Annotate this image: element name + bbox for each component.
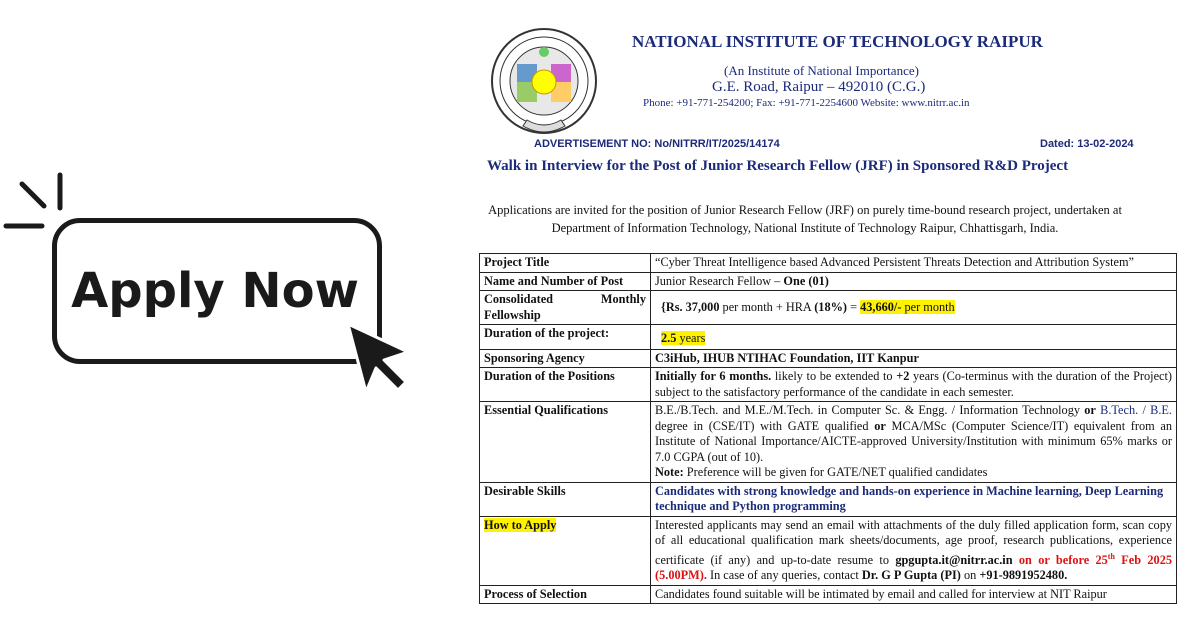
qual-btech: B.Tech. / B.E.	[1095, 403, 1172, 417]
row-key: Sponsoring Agency	[480, 349, 651, 368]
institute-name: NATIONAL INSTITUTE OF TECHNOLOGY RAIPUR	[632, 32, 1043, 51]
row-key: Consolidated Monthly Fellowship	[480, 291, 651, 325]
details-table	[479, 253, 1177, 604]
qual-note: Preference will be given for GATE/NET qualified candidates	[683, 465, 988, 479]
row-key: Essential Qualifications	[480, 402, 651, 483]
nit-raipur-logo-icon	[485, 26, 603, 144]
apply-now-label: Apply Now	[71, 263, 359, 319]
row-value: Candidates found suitable will be intimated by email and called for interview at NIT Raipur	[651, 585, 1177, 604]
row-key: Name and Number of Post	[480, 272, 651, 291]
qual-text-3: MCA/MSc (Computer Science/IT) equivalent from an Institute of National Importance/AICTE-approved University/Institution with minimum 65% marks or 7.0 CGPA (out of 10).	[655, 418, 1173, 464]
row-value	[651, 291, 1177, 325]
row-value	[651, 402, 1177, 483]
row-value	[651, 325, 1177, 350]
row-key	[480, 516, 651, 585]
fellowship-eq: =	[847, 299, 861, 314]
positions-initial: Initially for 6 months.	[655, 369, 772, 383]
positions-text-2: years (Co-terminus with the duration of the Project) subject to the satisfactory performance of the candidate in each semester.	[655, 369, 1172, 399]
institute-address: G.E. Road, Raipur – 492010 (C.G.)	[712, 79, 926, 95]
row-key: Project Title	[480, 254, 651, 273]
apply-contact: Dr. G P Gupta (PI)	[861, 568, 961, 583]
apply-text-2: In case of any queries, contact	[706, 568, 862, 583]
table-row	[480, 368, 1177, 402]
table-row	[480, 325, 1177, 350]
qual-text-1: B.E./B.Tech. and M.E./M.Tech. in Computer Sc. & Engg. / Information Technology	[655, 403, 1085, 417]
institute-contact: Phone: +91-771-254200; Fax: +91-771-2254600 Website: www.nitrr.ac.in	[643, 97, 970, 109]
fellowship-hra: (18%)	[814, 299, 847, 314]
deadline-text-2: Feb 2025 (5.00PM).	[655, 552, 1172, 583]
qual-or-1: or	[1084, 403, 1096, 417]
row-key: Duration of the project:	[480, 325, 651, 350]
apply-phone: +91-9891952480.	[979, 568, 1068, 583]
qual-text-2: degree in (CSE/IT) with GATE qualified	[655, 418, 875, 433]
apply-text-3: on	[960, 568, 980, 583]
institute-subtitle: (An Institute of National Importance)	[724, 63, 919, 78]
row-value	[651, 516, 1177, 585]
duration-unit: years	[676, 331, 706, 345]
table-row	[480, 254, 1177, 273]
deadline-sup: th	[1107, 551, 1115, 561]
document-title: Walk in Interview for the Post of Junior Research Fellow (JRF) in Sponsored R&D Project	[487, 158, 1069, 174]
duration-value: 2.5	[661, 331, 677, 345]
qual-note-label: Note:	[655, 465, 684, 479]
row-value	[651, 272, 1177, 291]
intro-paragraph: Applications are invited for the position of Junior Research Fellow (JRF) on purely time-bound research project, undertaken at Department of Information Technology, National Institute of Technology Raipur, Chhattisgarh, India.	[488, 203, 1122, 235]
table-row	[480, 402, 1177, 483]
qual-or-2: or	[874, 418, 886, 433]
mouse-pointer-icon	[342, 318, 422, 398]
post-text: Junior Research Fellow –	[655, 273, 784, 288]
table-row	[480, 516, 1177, 585]
row-value: Candidates with strong knowledge and hands-on experience in Machine learning, Deep Learning technique and Python programming	[651, 482, 1177, 516]
row-value: C3iHub, IHUB NTIHAC Foundation, IIT Kanpur	[651, 349, 1177, 368]
table-row	[480, 349, 1177, 368]
fellowship-text: per month + HRA	[719, 299, 815, 314]
how-to-apply-label: How to Apply	[484, 517, 557, 532]
apply-email-link[interactable]: gpgupta.it@nitrr.ac.in	[895, 552, 1013, 567]
fellowship-per-month: per month	[901, 299, 955, 314]
table-row	[480, 482, 1177, 516]
fellowship-amount: {Rs. 37,000	[661, 299, 720, 314]
table-row	[480, 272, 1177, 291]
apply-now-button[interactable]	[52, 218, 382, 364]
advertisement-date: Dated: 13-02-2024	[1040, 138, 1134, 150]
positions-text: likely to be extended to	[771, 369, 897, 383]
row-key: Duration of the Positions	[480, 368, 651, 402]
row-key: Desirable Skills	[480, 482, 651, 516]
table-row	[480, 585, 1177, 604]
row-value	[651, 368, 1177, 402]
positions-extension: +2	[896, 369, 910, 383]
table-row	[480, 291, 1177, 325]
apply-text-1: Interested applicants may send an email with attachments of the duly filled application form, scan copy of all educational qualification mark sheets/documents, age proof, research publications, experience certificate (if any) and up-to-date resume to	[655, 517, 1172, 567]
row-value: “Cyber Threat Intelligence based Advanced Persistent Threats Detection and Attribution System”	[651, 254, 1177, 273]
post-count: One (01)	[783, 273, 829, 288]
promo-panel	[0, 0, 460, 628]
row-key: Process of Selection	[480, 585, 651, 604]
deadline-text: on or before 25	[1018, 552, 1108, 567]
advertisement-number: ADVERTISEMENT NO: No/NITRR/IT/2025/14174	[534, 138, 780, 150]
fellowship-total: 43,660/-	[860, 299, 902, 314]
